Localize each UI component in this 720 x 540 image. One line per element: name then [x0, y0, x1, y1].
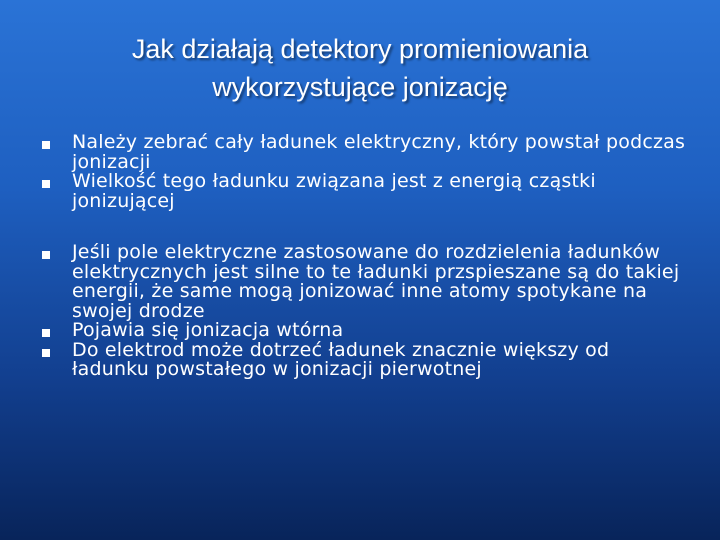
bullet-text: Wielkość tego ładunku związana jest z energią cząstki jonizującej — [72, 170, 596, 212]
bullet-item — [0, 172, 720, 211]
slide-title-line-1: Jak działają detektory promieniowania — [131, 34, 589, 64]
bullet-item — [0, 338, 720, 380]
bullet-item — [0, 133, 720, 172]
slide-title — [40, 30, 680, 106]
square-bullet-icon — [42, 329, 50, 337]
square-bullet-icon — [42, 141, 50, 149]
slide-title-line-2: wykorzystujące jonizację — [212, 72, 508, 102]
bullet-item — [0, 243, 720, 321]
bullet-text: Jeśli pole elektryczne zastosowane do rozdzielenia ładunków elektrycznych jest silne to te ładunki przspieszane są do takiej energii, że same mogą jonizować inne atomy spotykane na swojej drodze — [72, 241, 680, 322]
square-bullet-icon — [42, 349, 50, 357]
square-bullet-icon — [42, 180, 50, 188]
bullet-text: Należy zebrać cały ładunek elektryczny, który powstał podczas jonizacji — [72, 131, 686, 173]
square-bullet-icon — [42, 251, 50, 259]
bullet-text: Pojawia się jonizacja wtórna — [72, 319, 344, 341]
bullet-list — [0, 133, 720, 380]
bullet-text: Do elektrod może dotrzeć ładunek znacznie większy od ładunku powstałego w jonizacji pierwotnej — [72, 338, 610, 380]
